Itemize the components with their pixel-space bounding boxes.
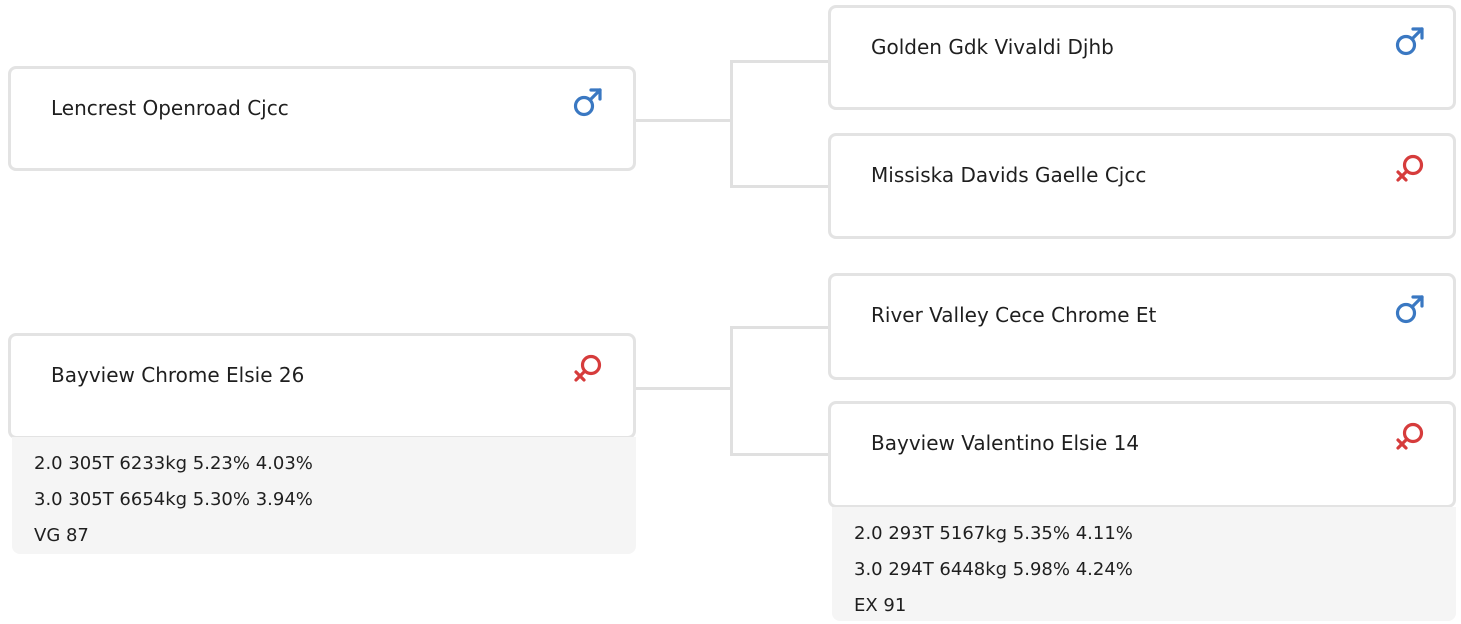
pedigree-card-sire-dam[interactable]: [828, 133, 1456, 239]
pedigree-card-dam-dam[interactable]: [828, 401, 1456, 508]
pedigree-card-dam[interactable]: [8, 333, 636, 439]
animal-name: Lencrest Openroad Cjcc: [51, 96, 289, 120]
connector-sire-horizontal: [635, 119, 732, 122]
dam-dam-records: [832, 507, 1456, 621]
connector-sire-bottom: [730, 185, 830, 188]
pedigree-card-dam-sire[interactable]: [828, 273, 1456, 380]
female-icon: [571, 352, 605, 386]
record-line: 3.0 305T 6654kg 5.30% 3.94%: [34, 489, 313, 510]
connector-sire-vertical: [730, 60, 733, 188]
pedigree-card-sire-sire[interactable]: [828, 5, 1456, 110]
animal-name: Missiska Davids Gaelle Cjcc: [871, 163, 1147, 187]
connector-dam-horizontal: [635, 387, 732, 390]
animal-name: Bayview Valentino Elsie 14: [871, 431, 1140, 455]
animal-name: Bayview Chrome Elsie 26: [51, 363, 305, 387]
record-line: EX 91: [854, 595, 907, 616]
record-line: 2.0 305T 6233kg 5.23% 4.03%: [34, 453, 313, 474]
record-line: 3.0 294T 6448kg 5.98% 4.24%: [854, 559, 1133, 580]
female-icon: [1393, 152, 1427, 186]
animal-name: River Valley Cece Chrome Et: [871, 303, 1157, 327]
male-icon: [1393, 292, 1427, 326]
dam-records: [12, 437, 636, 554]
record-line: 2.0 293T 5167kg 5.35% 4.11%: [854, 523, 1133, 544]
pedigree-card-sire[interactable]: [8, 66, 636, 171]
animal-name: Golden Gdk Vivaldi Djhb: [871, 35, 1114, 59]
connector-dam-bottom: [730, 453, 830, 456]
female-icon: [1393, 420, 1427, 454]
connector-dam-top: [730, 326, 830, 329]
connector-sire-top: [730, 60, 830, 63]
male-icon: [1393, 24, 1427, 58]
connector-dam-vertical: [730, 326, 733, 456]
male-icon: [571, 85, 605, 119]
record-line: VG 87: [34, 525, 89, 546]
